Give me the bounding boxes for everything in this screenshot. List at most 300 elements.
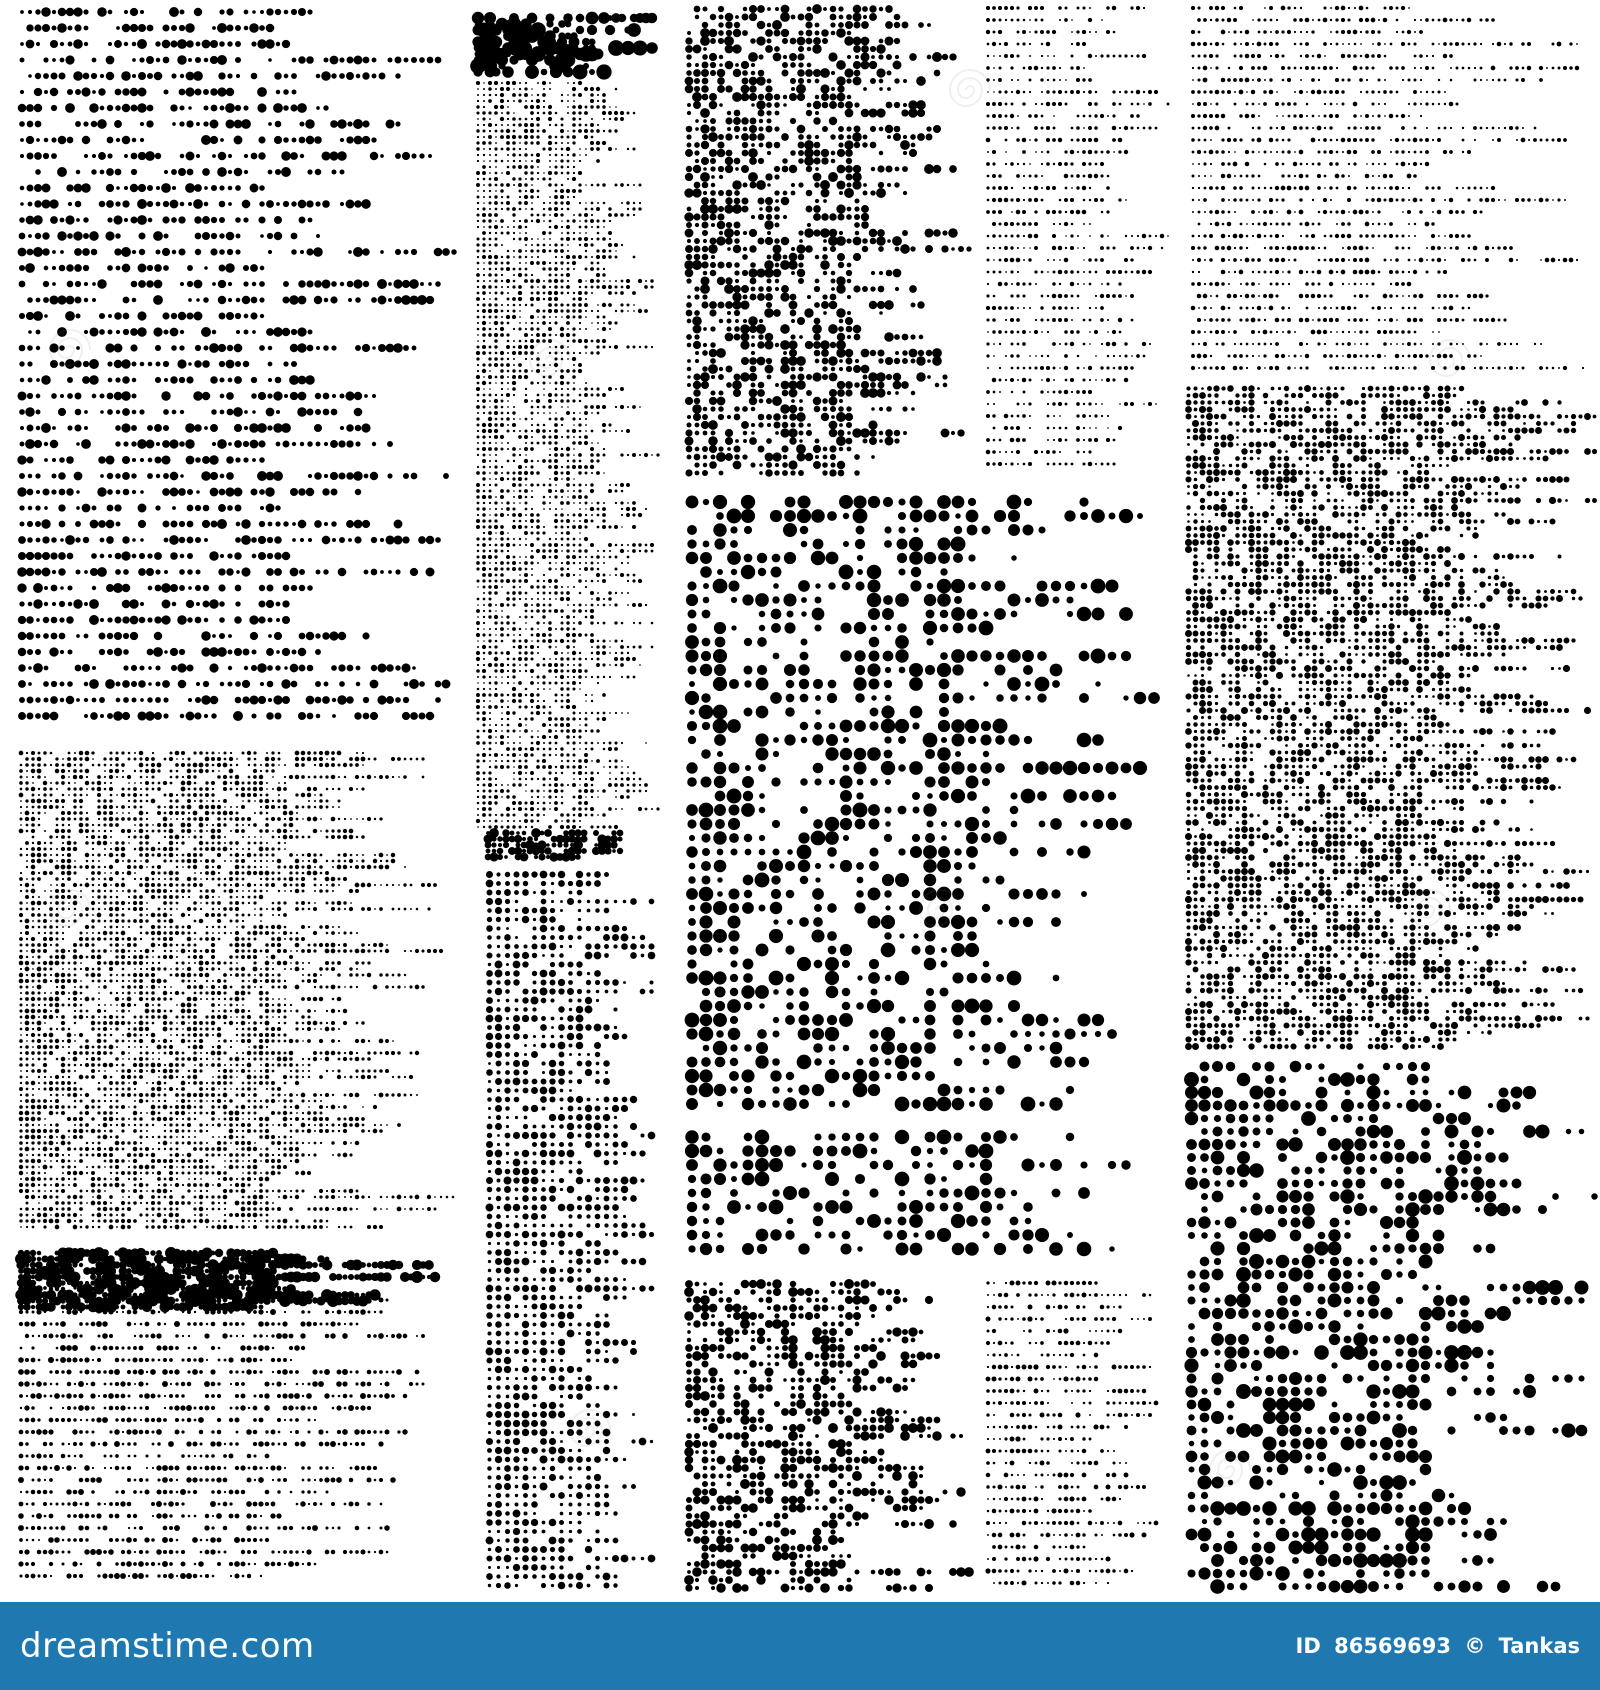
halftone-dot	[146, 1130, 148, 1132]
halftone-dot	[211, 1051, 216, 1056]
halftone-dot	[109, 1129, 112, 1132]
halftone-dot	[74, 782, 76, 784]
halftone-dot	[145, 787, 148, 790]
halftone-dot	[132, 58, 136, 62]
halftone-dot	[338, 908, 341, 911]
halftone-dot	[230, 1082, 233, 1085]
halftone-dot	[325, 949, 330, 954]
halftone-dot	[386, 944, 388, 946]
halftone-dot	[236, 1028, 238, 1030]
halftone-dot	[130, 632, 138, 640]
halftone-dot	[20, 950, 23, 953]
halftone-dot	[314, 1142, 317, 1145]
halftone-dot	[139, 997, 143, 1001]
halftone-dot	[73, 1015, 76, 1018]
halftone-dot	[299, 665, 306, 672]
halftone-dot	[319, 1195, 322, 1198]
halftone-dot	[225, 487, 234, 496]
halftone-dot	[211, 1021, 215, 1025]
halftone-dot	[68, 202, 72, 206]
halftone-dot	[380, 250, 384, 254]
halftone-dot	[338, 1190, 340, 1192]
halftone-dot	[79, 823, 84, 828]
halftone-dot	[205, 913, 209, 917]
halftone-dot	[338, 1040, 340, 1042]
halftone-dot	[193, 787, 196, 790]
halftone-dot	[55, 1075, 59, 1079]
halftone-dot	[44, 1136, 46, 1138]
halftone-dot	[259, 1189, 263, 1193]
halftone-dot	[104, 848, 106, 850]
halftone-dot	[265, 1021, 270, 1026]
halftone-dot	[229, 967, 232, 970]
halftone-dot	[211, 1153, 214, 1156]
halftone-dot	[80, 806, 83, 809]
halftone-dot	[91, 1069, 95, 1073]
halftone-dot	[290, 392, 298, 400]
halftone-dot	[145, 841, 148, 844]
halftone-dot	[241, 119, 251, 129]
halftone-dot	[362, 520, 370, 528]
halftone-dot	[181, 1009, 186, 1014]
halftone-dot	[128, 980, 130, 982]
halftone-dot	[79, 799, 83, 803]
halftone-dot	[332, 926, 334, 928]
halftone-dot	[242, 696, 249, 703]
halftone-dot	[291, 249, 297, 255]
halftone-dot	[218, 152, 227, 161]
halftone-dot	[134, 1016, 137, 1019]
halftone-dot	[182, 1118, 184, 1120]
halftone-dot	[349, 967, 353, 971]
halftone-dot	[283, 799, 286, 802]
halftone-dot	[67, 829, 71, 833]
halftone-dot	[97, 567, 107, 577]
halftone-dot	[37, 985, 42, 990]
halftone-dot	[218, 932, 220, 934]
halftone-dot	[290, 1136, 292, 1138]
halftone-dot	[62, 794, 65, 797]
halftone-dot	[260, 1064, 262, 1066]
halftone-dot	[80, 1226, 83, 1229]
halftone-dot	[170, 1112, 173, 1115]
halftone-dot	[230, 1184, 232, 1186]
halftone-dot	[265, 949, 269, 953]
halftone-dot	[361, 1057, 364, 1060]
halftone-dot	[339, 57, 344, 62]
halftone-dot	[67, 281, 74, 288]
halftone-dot	[265, 1159, 269, 1163]
halftone-dot	[387, 57, 392, 62]
halftone-dot	[83, 121, 88, 126]
halftone-dot	[265, 1063, 269, 1067]
halftone-dot	[385, 973, 388, 976]
halftone-dot	[252, 410, 256, 414]
halftone-dot	[379, 1225, 383, 1229]
halftone-dot	[123, 649, 129, 655]
halftone-dot	[265, 997, 269, 1001]
halftone-dot	[128, 950, 131, 953]
halftone-dot	[66, 264, 74, 272]
halftone-dot	[188, 1046, 191, 1049]
halftone-dot	[25, 931, 29, 935]
halftone-dot	[163, 979, 167, 983]
halftone-dot	[361, 1117, 365, 1121]
halftone-dot	[315, 409, 321, 415]
halftone-dot	[272, 1124, 274, 1126]
halftone-dot	[284, 394, 288, 398]
halftone-dot	[145, 949, 150, 954]
halftone-dot	[140, 1172, 142, 1174]
halftone-dot	[398, 908, 401, 911]
halftone-dot	[20, 58, 25, 63]
halftone-dot	[133, 787, 137, 791]
halftone-dot	[187, 1117, 190, 1120]
halftone-dot	[371, 537, 377, 543]
halftone-dot	[61, 1027, 65, 1031]
halftone-dot	[25, 1135, 30, 1140]
halftone-dot	[137, 199, 147, 209]
halftone-dot	[392, 908, 395, 911]
halftone-dot	[241, 913, 244, 916]
halftone-dot	[92, 90, 96, 94]
halftone-dot	[308, 944, 311, 947]
halftone-dot	[292, 138, 297, 143]
halftone-dot	[175, 931, 179, 935]
halftone-dot	[204, 266, 208, 270]
halftone-dot	[361, 835, 365, 839]
halftone-dot	[338, 440, 345, 447]
halftone-dot	[242, 200, 251, 209]
halftone-dot	[380, 538, 384, 542]
halftone-dot	[151, 1069, 156, 1074]
halftone-dot	[194, 1178, 196, 1180]
halftone-dot	[154, 264, 162, 272]
halftone-dot	[219, 265, 226, 272]
halftone-dot	[182, 1226, 185, 1229]
halftone-dot	[170, 520, 177, 527]
halftone-dot	[284, 1106, 287, 1109]
halftone-dot	[169, 811, 173, 815]
halftone-dot	[67, 811, 71, 815]
halftone-dot	[235, 865, 240, 870]
halftone-dot	[338, 926, 340, 928]
halftone-dot	[26, 1142, 29, 1145]
halftone-dot	[158, 848, 161, 851]
halftone-dot	[203, 585, 209, 591]
halftone-dot	[253, 1159, 257, 1163]
halftone-dot	[325, 871, 329, 875]
halftone-dot	[385, 775, 389, 779]
halftone-dot	[305, 375, 315, 385]
halftone-dot	[283, 521, 288, 526]
halftone-dot	[397, 1123, 401, 1127]
halftone-dot	[211, 937, 215, 941]
halftone-dot	[92, 842, 95, 845]
halftone-dot	[103, 1135, 108, 1140]
halftone-dot	[80, 1094, 82, 1096]
halftone-dot	[121, 829, 125, 833]
halftone-dot	[296, 818, 299, 821]
halftone-dot	[140, 788, 142, 790]
halftone-dot	[133, 835, 136, 838]
halftone-dot	[73, 1135, 77, 1139]
halftone-dot	[202, 392, 211, 401]
halftone-dot	[271, 763, 274, 766]
halftone-dot	[62, 962, 65, 965]
halftone-dot	[19, 1141, 23, 1145]
halftone-dot	[291, 201, 296, 206]
halftone-dot	[217, 23, 227, 33]
halftone-dot	[158, 896, 161, 899]
halftone-dot	[116, 26, 120, 30]
halftone-dot	[212, 764, 215, 767]
halftone-dot	[253, 949, 257, 953]
halftone-dot	[55, 829, 60, 834]
halftone-dot	[236, 1022, 238, 1024]
halftone-dot	[103, 1207, 108, 1212]
halftone-dot	[284, 1022, 287, 1025]
halftone-dot	[219, 233, 224, 238]
halftone-dot	[32, 1214, 34, 1216]
halftone-dot	[65, 535, 75, 545]
halftone-dot	[170, 908, 173, 911]
halftone-dot	[302, 1028, 304, 1030]
halftone-dot	[223, 1051, 226, 1054]
halftone-dot	[235, 943, 240, 948]
halftone-dot	[217, 167, 227, 177]
halftone-dot	[122, 992, 124, 994]
halftone-dot	[199, 895, 202, 898]
halftone-dot	[434, 1208, 437, 1211]
halftone-dot	[67, 1207, 71, 1211]
halftone-dot	[25, 757, 29, 761]
halftone-dot	[343, 1021, 347, 1025]
halftone-dot	[187, 853, 191, 857]
halftone-dot	[193, 1165, 197, 1169]
halftone-dot	[19, 217, 25, 223]
halftone-dot	[43, 281, 49, 287]
halftone-dot	[133, 937, 136, 940]
halftone-dot	[147, 25, 154, 32]
halftone-dot	[242, 1136, 245, 1139]
halftone-dot	[210, 120, 219, 129]
halftone-dot	[199, 1123, 202, 1126]
halftone-dot	[25, 979, 29, 983]
halftone-dot	[361, 961, 364, 964]
halftone-dot	[182, 1166, 185, 1169]
halftone-dot	[25, 919, 30, 924]
halftone-dot	[278, 752, 281, 755]
halftone-dot	[236, 570, 240, 574]
halftone-dot	[133, 1081, 137, 1085]
halftone-dot	[100, 74, 104, 78]
halftone-dot	[26, 1070, 28, 1072]
halftone-dot	[104, 938, 107, 941]
halftone-dot	[98, 1028, 101, 1031]
halftone-dot	[380, 860, 382, 862]
halftone-dot	[145, 1147, 149, 1151]
halftone-dot	[307, 665, 314, 672]
halftone-dot	[343, 1207, 347, 1211]
halftone-dot	[241, 793, 246, 798]
halftone-dot	[134, 758, 137, 761]
halftone-dot	[343, 1141, 347, 1145]
halftone-dot	[427, 1207, 431, 1211]
halftone-dot	[105, 231, 114, 240]
halftone-dot	[301, 763, 305, 767]
halftone-dot	[176, 884, 179, 887]
halftone-dot	[97, 1213, 102, 1218]
halftone-dot	[107, 265, 113, 271]
halftone-dot	[234, 168, 243, 177]
halftone-dot	[182, 818, 184, 820]
halftone-dot	[283, 1147, 286, 1150]
halftone-dot	[199, 817, 204, 822]
halftone-dot	[284, 938, 286, 940]
halftone-dot	[25, 1063, 28, 1066]
halftone-dot	[218, 872, 220, 874]
halftone-dot	[322, 200, 330, 208]
halftone-dot	[104, 1004, 106, 1006]
halftone-dot	[266, 200, 274, 208]
halftone-dot	[251, 537, 257, 543]
halftone-dot	[26, 950, 28, 952]
halftone-dot	[170, 328, 179, 337]
halftone-dot	[235, 859, 239, 863]
halftone-dot	[278, 986, 281, 989]
halftone-dot	[212, 1058, 214, 1060]
halftone-dot	[362, 776, 365, 779]
halftone-dot	[253, 823, 257, 827]
halftone-dot	[157, 1015, 160, 1018]
halftone-dot	[362, 72, 369, 79]
halftone-dot	[116, 890, 118, 892]
halftone-dot	[194, 938, 196, 940]
halftone-dot	[43, 805, 47, 809]
halftone-dot	[137, 103, 147, 113]
halftone-dot	[169, 901, 172, 904]
halftone-dot	[128, 1028, 131, 1031]
halftone-dot	[319, 1129, 323, 1133]
halftone-dot	[235, 949, 239, 953]
halftone-dot	[85, 1111, 89, 1115]
halftone-dot	[66, 488, 73, 495]
halftone-dot	[133, 961, 137, 965]
halftone-dot	[61, 811, 65, 815]
halftone-dot	[212, 1208, 215, 1211]
halftone-dot	[80, 1088, 83, 1091]
halftone-dot	[31, 1183, 35, 1187]
halftone-dot	[127, 859, 131, 863]
halftone-dot	[134, 1088, 136, 1090]
halftone-dot	[301, 949, 305, 953]
halftone-dot	[169, 823, 173, 827]
halftone-dot	[259, 1117, 263, 1121]
halftone-dot	[205, 847, 209, 851]
halftone-dot	[170, 776, 173, 779]
halftone-dot	[308, 1106, 310, 1108]
halftone-dot	[283, 961, 288, 966]
halftone-dot	[259, 185, 265, 191]
halftone-dot	[313, 1207, 317, 1211]
halftone-dot	[49, 793, 52, 796]
halftone-dot	[31, 829, 35, 833]
halftone-dot	[43, 1063, 47, 1067]
halftone-dot	[104, 776, 106, 778]
halftone-dot	[145, 931, 148, 934]
halftone-dot	[61, 799, 65, 803]
halftone-dot	[73, 1213, 77, 1217]
halftone-dot	[170, 800, 173, 803]
halftone-dot	[297, 103, 307, 113]
halftone-dot	[115, 105, 121, 111]
halftone-dot	[252, 330, 256, 334]
halftone-dot	[121, 1225, 126, 1230]
halftone-dot	[115, 1159, 119, 1163]
halftone-dot	[43, 853, 47, 857]
halftone-dot	[277, 943, 281, 947]
halftone-dot	[338, 854, 341, 857]
halftone-dot	[271, 943, 275, 947]
halftone-dot	[205, 781, 208, 784]
halftone-dot	[282, 552, 290, 560]
halftone-dot	[180, 74, 184, 78]
halftone-dot	[84, 42, 88, 46]
halftone-dot	[235, 877, 238, 880]
halftone-dot	[76, 506, 80, 510]
halftone-dot	[110, 794, 113, 797]
halftone-dot	[404, 950, 406, 952]
halftone-dot	[25, 1099, 29, 1103]
halftone-dot	[170, 1028, 173, 1031]
halftone-dot	[235, 1183, 239, 1187]
halftone-dot	[170, 104, 177, 111]
halftone-dot	[331, 775, 336, 780]
halftone-dot	[427, 883, 431, 887]
halftone-dot	[83, 73, 90, 80]
halftone-dot	[397, 757, 401, 761]
halftone-dot	[97, 1021, 100, 1024]
halftone-dot	[302, 1070, 304, 1072]
halftone-dot	[259, 925, 263, 929]
halftone-dot	[139, 823, 143, 827]
halftone-dot	[236, 926, 238, 928]
halftone-dot	[267, 233, 273, 239]
halftone-dot	[91, 1189, 95, 1193]
halftone-dot	[212, 998, 215, 1001]
halftone-dot	[337, 835, 341, 839]
halftone-dot	[326, 1022, 328, 1024]
halftone-dot	[236, 1094, 239, 1097]
halftone-dot	[194, 872, 196, 874]
halftone-dot	[164, 1148, 166, 1150]
halftone-dot	[277, 1093, 280, 1096]
halftone-dot	[410, 908, 412, 910]
halftone-dot	[139, 763, 144, 768]
halftone-dot	[25, 781, 28, 784]
halftone-dot	[124, 42, 128, 46]
halftone-dot	[326, 1226, 328, 1228]
halftone-dot	[331, 751, 335, 755]
halftone-dot	[103, 799, 106, 802]
halftone-dot	[139, 249, 145, 255]
halftone-dot	[188, 1136, 190, 1138]
halftone-dot	[75, 521, 81, 527]
halftone-dot	[260, 794, 263, 797]
halftone-dot	[248, 914, 251, 917]
halftone-dot	[55, 943, 58, 946]
